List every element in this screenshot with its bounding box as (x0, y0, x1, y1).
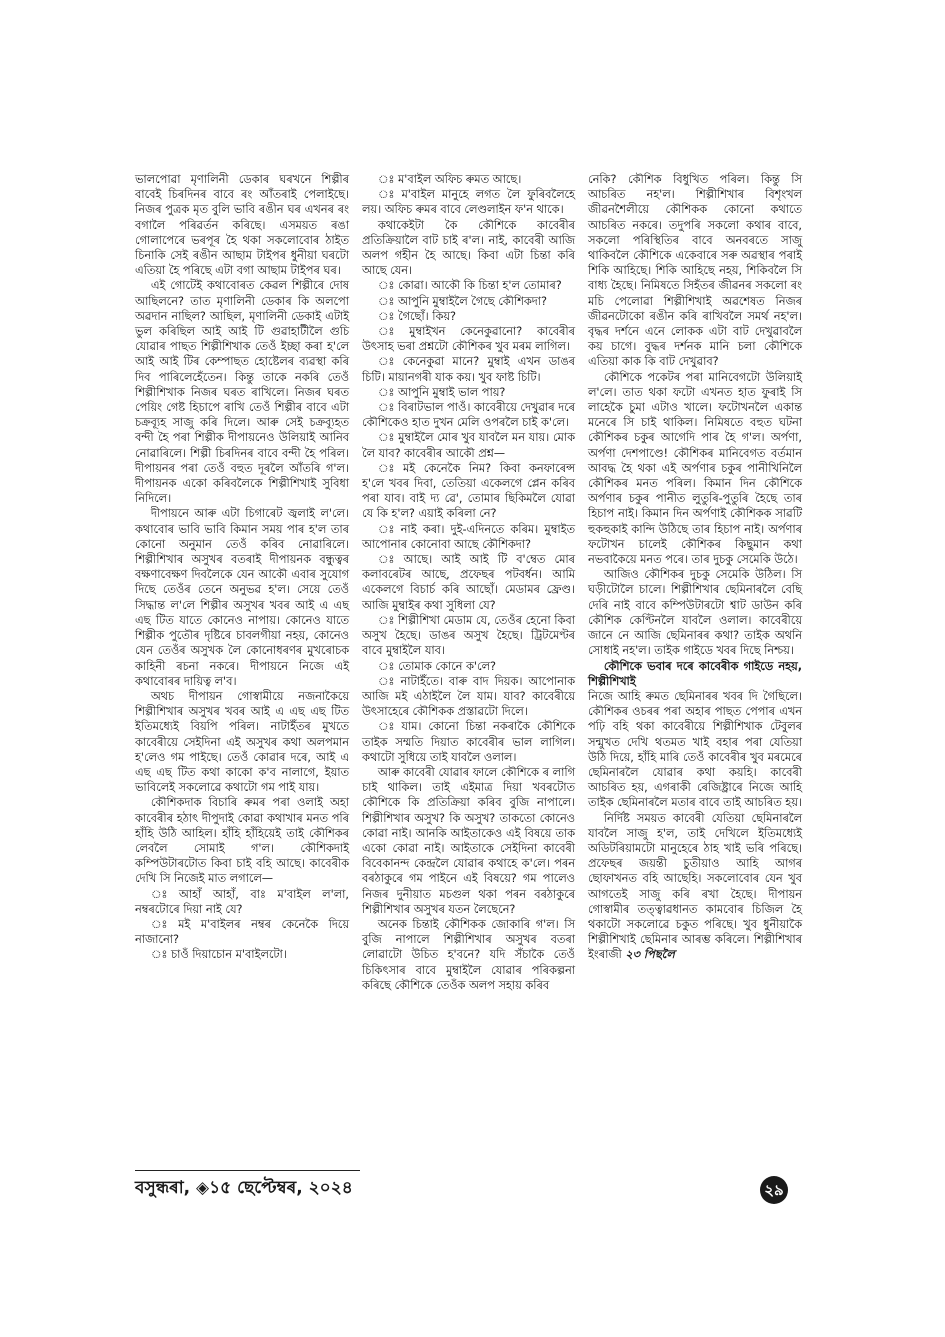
paragraph: ঃ কোৱা। আকৌ কি চিন্তা হ'ল তোমাৰ? (377, 279, 562, 293)
paragraph: কথাকেইটা কৈ কৌশিকে কাবেৰীৰ প্ৰতিক্ৰিয়ালৈ বাট চাই ৰ'ল। নাই, কাবেৰী আজি অলপ গহীন হৈ আছে। কিবা এটা চিন্তা কৰি আছে যেন। (362, 218, 575, 278)
paragraph: ঃ মুম্বাইলৈ মোৰ খুব যাবলৈ মন যায়। মোক লৈ যাব? কাবেৰীৰ আকৌ প্ৰশ্ন— (362, 431, 575, 460)
paragraph: ঃ নাটাইঁতে। বাৰু বাদ দিয়ক। আপোনাক আজি মই এঠাইলৈ লৈ যাম। যাব? কাবেৰীয়ে উৎসাহেৰে কৌশিকক প্ৰস্তাৱটো দিলে। (362, 674, 575, 719)
footer-line (135, 1175, 353, 1203)
paragraph: দীপায়নে আৰু এটা চিগাৰেট জ্বলাই ল'লে। কথাবোৰ ভাবি ভাবি কিমান সময় পাৰ হ'ল তাৰ কোনো অনুমান তেওঁ কৰিব নোৱাৰিলে। শিল্পীশিখাৰ অসুখৰ বতৰাই দীপায়নক বন্ধুত্বৰ বক্ষণাবেক্ষণ দিবলৈকে যেন আকৌ এবাৰ সুযোগ দিছে তেওঁৰ তেনে অনুভৱ হ'ল। সেয়ে তেওঁ সিদ্ধান্ত ল'লে শিল্পীৰ অসুখৰ খবৰ আই এ এছ এছ টিত যাতে কোনেও নাপায়। কোনেও যাতে শিল্পীক পুতৌৰ দৃষ্টিৰে চাবলগীয়া নহয়, কোনেও যেন তেওঁৰ অসুখক লৈ কোনোধৰণৰ মুখৰোচক কাহিনী ৰচনা নকৰে। দীপায়নে নিজে এই কথাবোৰৰ দায়িত্ব ল'ব। (135, 507, 349, 688)
paragraph: কৌশিকে পকেটৰ পৰা মানিবেগটো উলিয়াই ল'লে। তাত থকা ফটো এখনত হাত ফুৰাই সি লাহেকৈ চুমা এটাও খালে। ফটোখনলৈ একান্ত মনেৰে সি চাই থাকিল। নিমিষতে বহুত ঘটনা কৌশিকৰ চকুৰ আগেদি পাৰ হৈ গ'ল। অৰ্পণা, অৰ্পণা দেশপাণ্ডে! কৌশিকৰ মানিবেগত বৰ্তমান আবদ্ধ হৈ থকা এই অৰ্পণাৰ চকুৰ পানীখিনিলৈ কৌশিকৰ মনত পৰিল। কিমান দিন কৌশিকে অৰ্পণাৰ চকুৰ পানীত লুতুৰি-পুতুৰি হৈছে তাৰ হিচাপ নাই। কিমান দিন অৰ্পণাই কৌশিকক সাৱটি হুকহুকাই কান্দি উঠিছে তাৰ হিচাপ নাই। অৰ্পণাৰ ফটোখন চালেই কৌশিকৰ কিছুমান কথা নভবাকৈয়ে মনত পৰে। তাৰ দুচকু সেমেকি উঠে। (588, 370, 802, 567)
paragraph: ঃ আছে। আই আই টি ব'ম্বেত মোৰ কলাবৰেটৰ আছে, প্ৰফেছৰ পটবৰ্ধন। আমি একেলগে বিচাৰ্চ কৰি আছোঁ। মেডামৰ ফ্ৰেণ্ড। আজি মুম্বাইৰ কথা সুধিলা যে? (362, 553, 575, 612)
paragraph: আজিও কৌশিকৰ দুচকু সেমেকি উঠিল। সি ঘড়ীটোলৈ চালে। শিল্পীশিখাৰ ছেমিনাৰলৈ বেছি দেৰি নাই বাবে কম্পিউটাৰটো শ্বাট ডাউন কৰি কৌশিক কেণ্টিনলৈ যাবলৈ ওলাল। কাবেৰীয়ে জানে নে আজি ছেমিনাৰৰ কথা? তাইক অথনি সোধাই নহ'ল। তাইক গাইডে খবৰ দিছে নিশ্চয়। (588, 568, 802, 658)
paragraph: নেকি? কৌশিক বিধুখিত পৰিল। কিন্তু সি আচৰিত নহ'ল। শিল্পীশিখাৰ বিশৃংখল জীৱনশৈলীয়ে কৌশিকক কোনো কথাতে আচৰিত নকৰে। তদুপৰি সকলো কথাৰ বাবে, সকলো পৰিস্থিতিৰ বাবে অনবৰতে সাজু থাকিবলৈ কৌশিকে একেবাৰে সৰু অৱস্থাৰ পৰাই শিকি আহিছে। শিকি আহিছে নহয়, শিকিবলৈ সি বাধ্য হৈছে। নিমিষতে সিহঁতৰ জীৱনৰ সকলো ৰং মচি পেলোৱা শিল্পীশিখাই অৱশেষত নিজৰ জীৱনটোকো ৰঙীন কৰি ৰাখিবলৈ সমৰ্থ নহ'ল। বৃদ্ধৰ দৰ্শনে এনে লোকক এটা বাট দেখুৱাবলৈ কয় চাগে। বুদ্ধৰ দৰ্শনক মানি চলা কৌশিকে এতিয়া কাক কি বাট দেখুৱাব? (588, 173, 802, 369)
paragraph: ভালপোৱা মৃণালিনী ডেকাৰ ঘৰখনে শিল্পীৰ বাবেই চিৰদিনৰ বাবে ৰং আঁতৰাই পেলাইছে। নিজৰ পুত্ৰক মৃত বুলি ভাবি ৰঙীন ঘৰ এখনৰ ৰং বগালৈ পৰিৱৰ্তন কৰিছে। এসময়ত ৰঙা গোলাপেৰে ভৰপূৰ হৈ থকা সকলোবোৰ ঠাইত চিনাকি সেই ৰঙীন আছাম টাইপৰ ধুনীয়া ঘৰটো এতিয়া হৈ পৰিছে এটা বগা আছাম টাইপৰ ঘৰ। (135, 173, 349, 278)
paragraph: নিৰ্দিষ্ট সময়ত কাবেৰী যেতিয়া ছেমিনাৰলৈ যাবলৈ সাজু হ'ল, তাই দেখিলে ইতিমধ্যেই অডিটৰিয়ামটো মানুহেৰে ঠাহ খাই ভৰি পৰিছে। প্ৰফেছৰ জয়ন্তী চুতীয়াও আহি আগৰ ছোফাখনত বহি আছেহি। সকলোবোৰ যেন খুব আগতেই সাজু কৰি ৰখা হৈছে। দীপায়ন গোস্বামীৰ তত্ত্বাৱধানত কামবোৰ চিজিল হৈ থকাটো সকলোৱে চকুত পৰিছে। খুব ধুনীয়াকৈ শিল্পীশিখাই ছেমিনাৰ আৰম্ভ কৰিলে। শিল্পীশিখাৰ ইংৰাজী ২৩ পিছলৈ (588, 811, 802, 962)
paragraph: নিজে আহি ৰুমত ছেমিনাৰৰ খবৰ দি গৈছিলে। কৌশিকৰ ওচৰৰ পৰা অহাৰ পাছত পেপাৰ এখন পঢ়ি বহি থকা কাবেৰীয়ে শিল্পীশিখাক টেবুলৰ সন্মুখত দেখি থতমত খাই বহাৰ পৰা যেতিয়া উঠি দিয়ে, হাঁহি মাৰি তেওঁ কাবেৰীৰ খুব মৰমেৰে ছেমিনাৰলৈ যোৱাৰ কথা কয়হি। কাবেৰী আচৰিত হয়, এগৰাকী ৰেজিষ্ট্ৰাৰে নিজে আহি তাইক ছেমিনাৰলৈ মতাৰ বাবে তাই আচৰিত হয়। (588, 689, 802, 810)
paragraph: অথচ দীপায়ন গোস্বামীয়ে নজনাকৈয়ে শিল্পীশিখাৰ অসুখৰ খবৰ আই এ এছ এছ টিত ইতিমধ্যেই বিয়পি পৰিল। নাটাইঁতৰ মুখতে কাবেৰীয়ে সেইদিনা এই অসুখৰ কথা অলপমান হ'লেও গম পাইছে। তেওঁ কোৱাৰ দৰে, আই এ এছ এছ টিত কথা কাকো ক'ব নালাগে, ইয়াত ভাবিলেই সকলোৱে কথাটো গম পাই যায়। (135, 689, 349, 795)
magazine-name: বসুন্ধৰা (135, 1178, 184, 1198)
paragraph: ঃ মই কেনেকৈ নিম? কিবা কনফাৰেন্স হ'লে খবৰ দিবা, তেতিয়া একেলগে প্লেন কৰিব পৰা যাব। বাই দ্য ৱে', তোমাৰ ছিকিমলৈ যোৱা যে কি হ'ল? এয়াই কৰিলা নে? (362, 461, 575, 521)
paragraph: কৌশিকে ভবাৰ দৰে কাবেৰীক গাইডে নহয়, শিল্পীশিখাই (588, 659, 802, 688)
paragraph: ঃ আহাঁ আহাঁ, বাঃ ম'বাইল ল'লা, নম্বৰটোৰে দিয়া নাই যে? (135, 887, 349, 916)
paragraph: ঃ মুম্বাইখন কেনেকুৱানো? কাবেৰীৰ উৎসাহ ভৰা প্ৰশ্নটো কৌশিকৰ খুব মৰম লাগিল। (362, 325, 575, 354)
paragraph: ঃ গৈছোঁ। কিয়? (377, 309, 457, 323)
paragraph: ঃ ম'বাইল অফিচ ৰুমত আছে। (377, 173, 522, 186)
paragraph: ঃ মই ম'বাইলৰ নম্বৰ কেনেকৈ দিয়ে নাজানো? (135, 917, 349, 947)
paragraph: ঃ কেনেকুৱা মানে? মুম্বাই এখন ডাঙৰ চিটি। মায়ানগৰী যাক কয়। খুব ফাষ্ট চিটি। (362, 355, 575, 384)
continued-marker: ২৩ পিছলৈ (625, 948, 675, 962)
paragraph: আৰু কাবেৰী যোৱাৰ ফালে কৌশিকে ৰ লাগি চাই থাকিল। তাই এইমাত্ৰ দিয়া খবৰটোত কৌশিকে কি প্ৰতিক্ৰিয়া কৰিব বুজি নাপালে। শিল্পীশিখাৰ অসুখ? কি অসুখ? তাকতো কোনেও কোৱা নাই। আনকি আইতাকেও এই বিষয়ে তাক একো কোৱা নাই। আইতাকে সেইদিনা কাবেৰী বিবেকানন্দ কেন্দ্ৰলৈ যোৱাৰ কথাহে ক'লে। পৰন বৰঠাকুৰে গম পাইনে এই বিষয়ে? গম পালেও নিজৰ দুনীয়াত মচগুল থকা পৰন বৰঠাকুৰে শিল্পীশিখাৰ অসুখৰ যতন লৈছেনে? (362, 765, 575, 916)
issue-date: , ◈১৫ ছেপ্টেম্বৰ, ২০২৪ (183, 1178, 353, 1198)
paragraph: ঃ যাম। কোনো চিন্তা নকৰাকৈ কৌশিকে তাইক সম্মতি দিয়াত কাবেৰীৰ ভাল লাগিল। কথাটো সুধিয়ে তাই যাবলৈ ওলাল। (362, 720, 575, 764)
footer-rule (135, 1170, 360, 1171)
paragraph: ঃ ম'বাইল মানুহে লগত লৈ ফুৰিবলৈহে লয়। অফিচ ৰুমৰ বাবে লেণ্ডলাইন ফ'ন থাকে। (362, 188, 575, 217)
paragraph: কৌশিকদাক বিচাৰি ৰুমৰ পৰা ওলাই অহা কাবেৰীৰ হঠাৎ দীপুদাই কোৱা কথাখাৰ মনত পৰি হাঁহি উঠি আহিল। হাঁহি হাঁহিয়েই তাই কৌশিকৰ লেবলৈ সোমাই গ'ল। কৌশিকদাই কম্পিউটাৰটোত কিবা চাই বহি আছে। কাবেৰীক দেখি সি নিজেই মাত লগালে— (135, 796, 349, 886)
paragraph: ঃ আপুনি মুম্বাই ভাল পায়? (377, 385, 506, 399)
paragraph: ঃ বিৰাটভাল পাওঁ। কাবেৰীয়ে দেখুৱাৰ দৰে কৌশিকেও হাত দুখন মেলি ওপৰলৈ চাই ক'লে। (362, 401, 575, 430)
paragraph: ঃ আপুনি মুম্বাইলৈ গৈছে কৌশিকদা? (377, 294, 547, 308)
paragraph: এই গোটেই কথাবোৰত কেৱল শিল্পীৰে দোষ আছিলনে? তাত মৃণালিনী ডেকাৰ কি অলপো অৱদান নাছিল? আছিল, মৃণালিনী ডেকাই এটাই ভুল কৰিছিল আই আই টি গুৱাহাটীলৈ গুচি যোৱাৰ পাছত শিল্পীশিখাক তেওঁ ইচ্ছা কৰা হ'লে আই আই টিৰ কেম্পাছত হোষ্টেলৰ ব্যৱস্থা কৰি দিব পাৰিলেহেঁতেন। কিন্তু তাকে নকৰি তেওঁ শিল্পীশিখাক নিজৰ ঘৰত ৰাখিলে। নিজৰ ঘৰত পেয়িং গেষ্ট হিচাপে ৰাখি তেওঁ শিল্পীৰ বাবে এটা চক্ৰব্যূহ সাজু কৰি দিলে। আৰু সেই চক্ৰব্যূহত বন্দী হৈ পৰা শিল্পীক দীপায়নেও উলিয়াই আনিব নোৱাৰিলে। শিল্পী চিৰদিনৰ বাবে বন্দী হৈ পৰিল। দীপায়নৰ পৰা তেওঁ বহুত দূৰলৈ আঁতৰি গ'ল। দীপায়নক একো কৰিবলৈকে শিল্পীশিখাই সুবিধা নিদিলে। (135, 279, 349, 506)
text-column-2 (362, 172, 575, 993)
page-number: ২৯ (760, 1176, 788, 1204)
paragraph: ঃ নাই কৰা। দুই-এদিনতে কৰিম। মুম্বাইত আপোনাৰ কোনোবা আছে কৌশিকদা? (362, 522, 575, 551)
paragraph: ঃ তোমাক কোনে ক'লে? (377, 659, 497, 673)
paragraph: ঃ চাওঁ দিয়াচোন ম'বাইলটো। (150, 948, 287, 962)
text-column-3 (588, 172, 802, 963)
paragraph: অনেক চিন্তাই কৌশিকক জোকাৰি গ'ল। সি বুজি নাপালে শিল্পীশিখাৰ অসুখৰ বতৰা লোৱাটো উচিত হ'বনে? যদি সঁচাকৈ তেওঁ চিকিৎসাৰ বাবে মুম্বাইলৈ যোৱাৰ পৰিকল্পনা কৰিছে কৌশিকে তেওঁক অলপ সহায় কৰিব (362, 917, 575, 992)
paragraph: ঃ শিল্পীশিখা মেডাম যে, তেওঁৰ হেনো কিবা অসুখ হৈছে। ডাঙৰ অসুখ হৈছে। ট্ৰিটমেণ্টৰ বাবে মুম্বাইলৈ যাব। (362, 613, 575, 658)
text-column-1 (135, 172, 349, 963)
